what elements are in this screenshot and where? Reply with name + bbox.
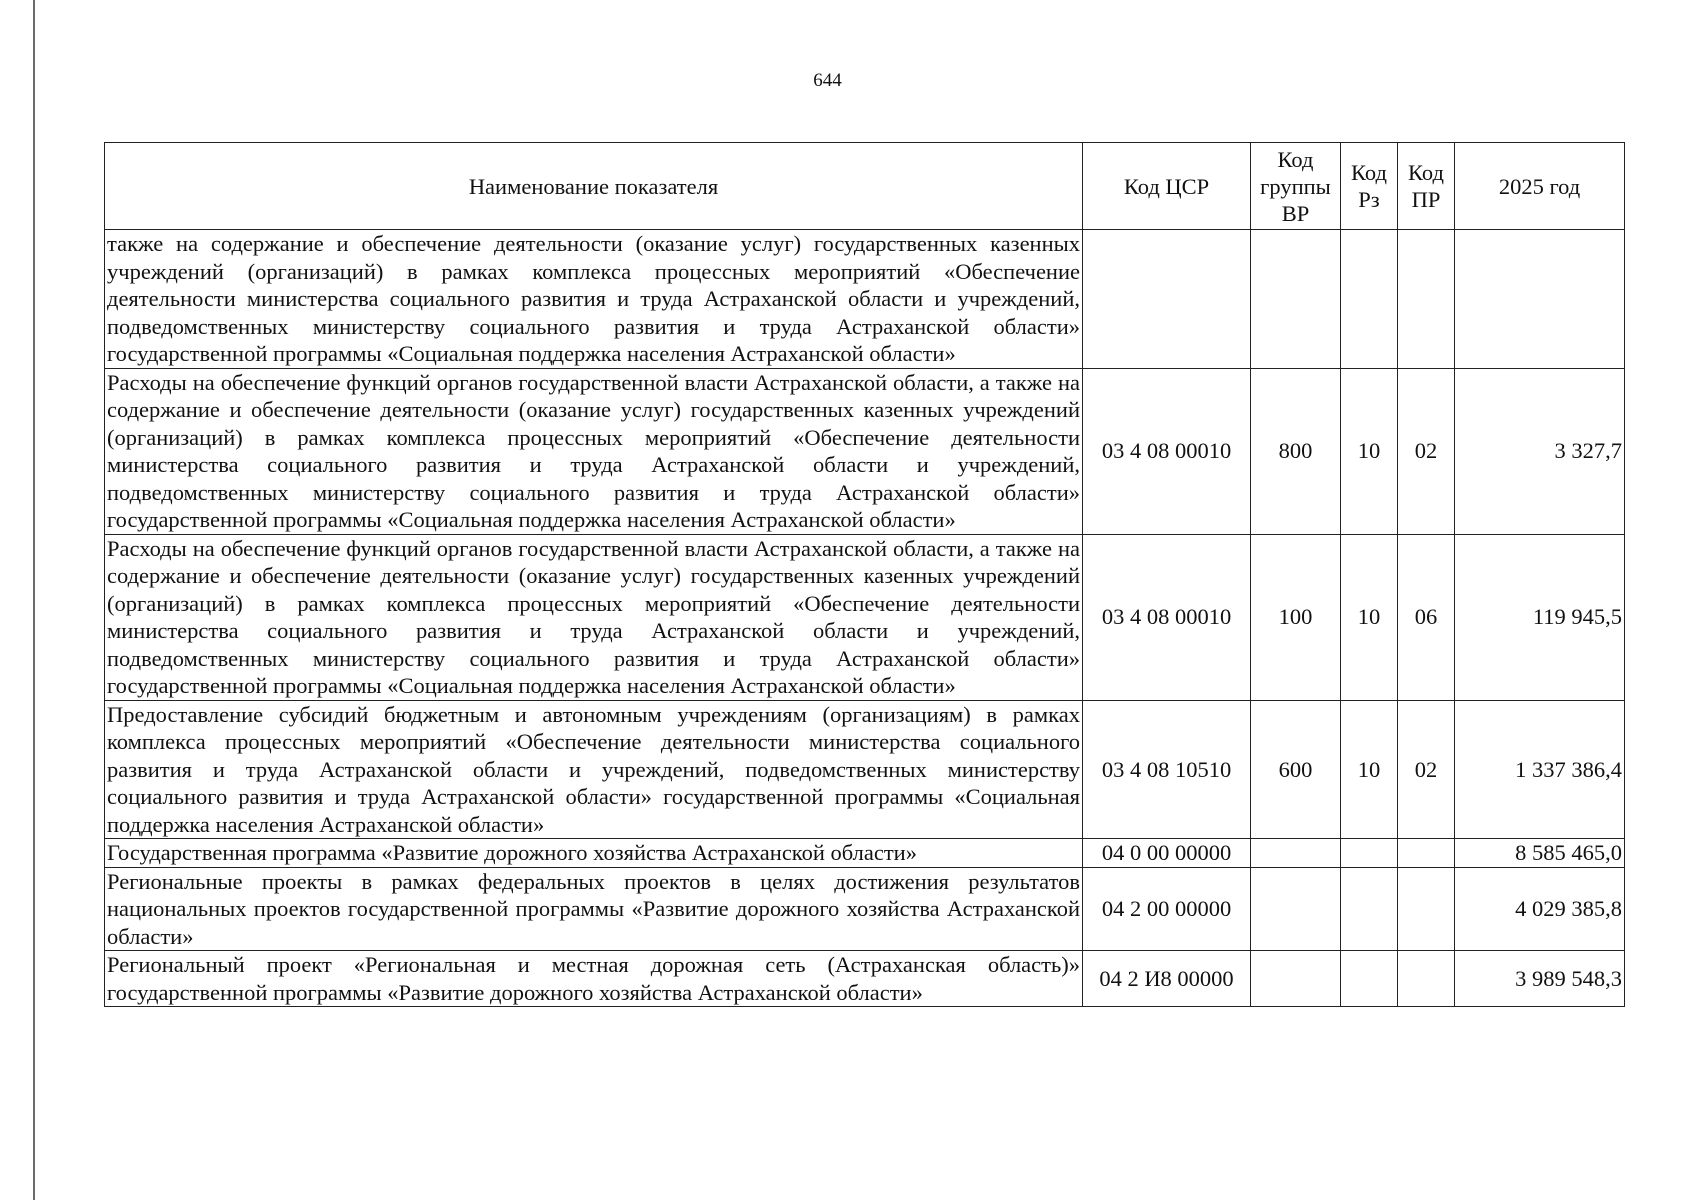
row-vr-code — [1251, 230, 1341, 369]
row-amount: 3 327,7 — [1455, 368, 1625, 534]
row-name: Региональные проекты в рамках федеральных проектов в целях достижения результатов национальных проектов государственной программы «Развитие дорожного хозяйства Астраханской области» — [105, 867, 1083, 951]
row-rz-code — [1341, 230, 1398, 369]
table-row — [105, 534, 1625, 700]
header-vr-code: Код группы ВР — [1251, 143, 1341, 230]
row-name: Государственная программа «Развитие дорожного хозяйства Астраханской области» — [105, 839, 1083, 868]
row-vr-code — [1251, 951, 1341, 1007]
row-vr-code — [1251, 867, 1341, 951]
row-pr-code — [1398, 867, 1455, 951]
table-row — [105, 368, 1625, 534]
row-pr-code: 02 — [1398, 700, 1455, 839]
row-rz-code — [1341, 867, 1398, 951]
row-pr-code: 02 — [1398, 368, 1455, 534]
row-vr-code: 600 — [1251, 700, 1341, 839]
row-amount: 1 337 386,4 — [1455, 700, 1625, 839]
table-row — [105, 700, 1625, 839]
row-name: Региональный проект «Региональная и местная дорожная сеть (Астраханская область)» государственной программы «Развитие дорожного хозяйства Астраханской области» — [105, 951, 1083, 1007]
table-header — [105, 143, 1625, 230]
header-rz-code: Код Рз — [1341, 143, 1398, 230]
row-csr-code: 03 4 08 00010 — [1083, 368, 1251, 534]
table-row — [105, 867, 1625, 951]
row-pr-code: 06 — [1398, 534, 1455, 700]
row-vr-code: 800 — [1251, 368, 1341, 534]
row-amount: 4 029 385,8 — [1455, 867, 1625, 951]
row-csr-code: 03 4 08 10510 — [1083, 700, 1251, 839]
row-rz-code — [1341, 839, 1398, 868]
row-rz-code: 10 — [1341, 534, 1398, 700]
row-amount — [1455, 230, 1625, 369]
page-number — [0, 70, 1697, 92]
page-number-text: 644 — [813, 70, 842, 91]
budget-table — [104, 142, 1625, 1007]
row-pr-code — [1398, 230, 1455, 369]
row-csr-code — [1083, 230, 1251, 369]
table-row — [105, 951, 1625, 1007]
row-amount: 8 585 465,0 — [1455, 839, 1625, 868]
table-row — [105, 839, 1625, 868]
table-row — [105, 230, 1625, 369]
row-csr-code: 04 2 00 00000 — [1083, 867, 1251, 951]
page-margin-rule — [33, 0, 35, 1200]
row-csr-code: 03 4 08 00010 — [1083, 534, 1251, 700]
row-pr-code — [1398, 839, 1455, 868]
table-body — [105, 230, 1625, 1007]
row-vr-code: 100 — [1251, 534, 1341, 700]
row-rz-code: 10 — [1341, 700, 1398, 839]
row-name: также на содержание и обеспечение деятельности (оказание услуг) государственных казенных учреждений (организаций) в рамках комплекса процессных мероприятий «Обеспечение деятельности министерства социального развития и труда Астраханской области и учреждений, подведомственных министерству социального развития и труда Астраханской области» государственной программы «Социальная поддержка населения Астраханской области» — [105, 230, 1083, 369]
row-csr-code: 04 0 00 00000 — [1083, 839, 1251, 868]
row-amount: 3 989 548,3 — [1455, 951, 1625, 1007]
row-name: Расходы на обеспечение функций органов государственной власти Астраханской области, а также на содержание и обеспечение деятельности (оказание услуг) государственных казенных учреждений (организаций) в рамках комплекса процессных мероприятий «Обеспечение деятельности министерства социального развития и труда Астраханской области и учреждений, подведомственных министерству социального развития и труда Астраханской области» государственной программы «Социальная поддержка населения Астраханской области» — [105, 368, 1083, 534]
row-name: Расходы на обеспечение функций органов государственной власти Астраханской области, а также на содержание и обеспечение деятельности (оказание услуг) государственных казенных учреждений (организаций) в рамках комплекса процессных мероприятий «Обеспечение деятельности министерства социального развития и труда Астраханской области и учреждений, подведомственных министерству социального развития и труда Астраханской области» государственной программы «Социальная поддержка населения Астраханской области» — [105, 534, 1083, 700]
header-csr-code: Код ЦСР — [1083, 143, 1251, 230]
row-rz-code — [1341, 951, 1398, 1007]
row-pr-code — [1398, 951, 1455, 1007]
header-year: 2025 год — [1455, 143, 1625, 230]
row-csr-code: 04 2 И8 00000 — [1083, 951, 1251, 1007]
header-pr-code: Код ПР — [1398, 143, 1455, 230]
row-rz-code: 10 — [1341, 368, 1398, 534]
row-name: Предоставление субсидий бюджетным и автономным учреждениям (организациям) в рамках комплекса процессных мероприятий «Обеспечение деятельности министерства социального развития и труда Астраханской области и учреждений, подведомственных министерству социального развития и труда Астраханской области» государственной программы «Социальная поддержка населения Астраханской области» — [105, 700, 1083, 839]
header-name: Наименование показателя — [105, 143, 1083, 230]
row-amount: 119 945,5 — [1455, 534, 1625, 700]
header-row — [105, 143, 1625, 230]
row-vr-code — [1251, 839, 1341, 868]
